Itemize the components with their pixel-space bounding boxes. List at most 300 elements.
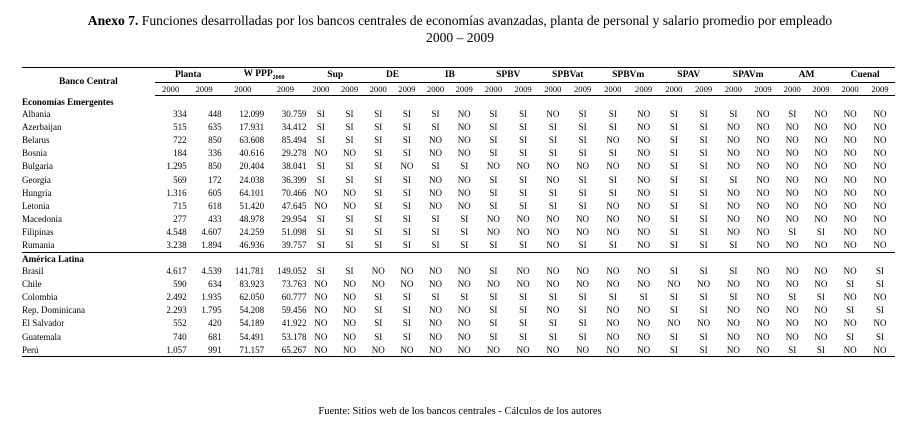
- header-year: 2009: [335, 83, 364, 96]
- function-flag-cell: SI: [374, 240, 383, 251]
- numeric-cell: 71.157: [222, 343, 264, 357]
- function-flag-cell: NO: [726, 214, 740, 225]
- function-flag-cell: NO: [546, 227, 560, 238]
- numeric-cell: 334: [173, 108, 187, 119]
- function-flag-cell: NO: [756, 227, 770, 238]
- function-flag-cell: SI: [578, 292, 587, 303]
- function-flag-cell: NO: [843, 174, 857, 185]
- function-flag-cell: NO: [785, 265, 799, 276]
- function-flag-cell: NO: [457, 187, 471, 198]
- function-flag-cell: NO: [637, 200, 651, 211]
- function-flag-cell: SI: [816, 292, 825, 303]
- function-flag-cell: NO: [576, 278, 590, 289]
- function-flag-cell: NO: [637, 240, 651, 251]
- function-flag-cell: SI: [519, 200, 528, 211]
- function-flag-cell: SI: [402, 331, 411, 342]
- header-year: 2000: [222, 83, 264, 96]
- function-flag-cell: SI: [374, 161, 383, 172]
- function-flag-cell: NO: [756, 134, 770, 145]
- function-flag-cell: SI: [729, 240, 738, 251]
- function-flag-cell: NO: [546, 214, 560, 225]
- header-group-label: SPAV: [677, 70, 701, 80]
- function-flag-cell: SI: [699, 265, 708, 276]
- function-flag-cell: SI: [608, 240, 617, 251]
- table-row: [22, 160, 895, 173]
- bank-country-cell: Perú: [22, 343, 155, 357]
- function-flag-cell: SI: [578, 200, 587, 211]
- function-flag-cell: NO: [843, 187, 857, 198]
- function-flag-cell: SI: [548, 134, 557, 145]
- function-flag-cell: SI: [548, 187, 557, 198]
- function-flag-cell: SI: [548, 292, 557, 303]
- function-flag-cell: SI: [374, 292, 383, 303]
- function-flag-cell: NO: [726, 134, 740, 145]
- function-flag-cell: SI: [669, 108, 678, 119]
- function-flag-cell: NO: [756, 148, 770, 159]
- function-flag-cell: NO: [637, 305, 651, 316]
- function-flag-cell: NO: [843, 161, 857, 172]
- table-row: [22, 213, 895, 226]
- numeric-cell: 70.466: [281, 187, 307, 198]
- numeric-cell: 1.894: [201, 240, 222, 251]
- table-row: [22, 199, 895, 212]
- function-flag-cell: SI: [489, 200, 498, 211]
- function-flag-cell: NO: [546, 265, 560, 276]
- numeric-cell: 64.101: [239, 187, 265, 198]
- table-row: [22, 107, 895, 120]
- function-flag-cell: NO: [697, 318, 711, 329]
- function-flag-cell: SI: [669, 305, 678, 316]
- header-group-label: SPAVm: [732, 70, 764, 80]
- function-flag-cell: SI: [402, 121, 411, 132]
- header-year: 2000: [155, 83, 187, 96]
- function-flag-cell: NO: [314, 278, 328, 289]
- function-flag-cell: NO: [785, 134, 799, 145]
- function-flag-cell: NO: [873, 318, 887, 329]
- function-flag-cell: SI: [374, 318, 383, 329]
- function-flag-cell: NO: [748, 343, 778, 357]
- function-flag-cell: NO: [873, 134, 887, 145]
- function-flag-cell: NO: [400, 278, 414, 289]
- header-group-spbvm: [597, 68, 659, 83]
- table-row: [22, 277, 895, 290]
- numeric-cell: 277: [173, 214, 187, 225]
- function-flag-cell: SI: [807, 343, 836, 357]
- function-flag-cell: NO: [606, 318, 620, 329]
- function-flag-cell: NO: [843, 214, 857, 225]
- function-flag-cell: SI: [460, 214, 469, 225]
- header-year: 2000: [718, 83, 748, 96]
- function-flag-cell: NO: [343, 292, 357, 303]
- function-flag-cell: SI: [489, 121, 498, 132]
- function-flag-cell: SI: [699, 108, 708, 119]
- table-row: [22, 147, 895, 160]
- function-flag-cell: NO: [785, 214, 799, 225]
- header-group-label: AM: [798, 70, 815, 80]
- function-flag-cell: SI: [699, 227, 708, 238]
- header-year: 2009: [865, 83, 895, 96]
- function-flag-cell: SI: [374, 305, 383, 316]
- function-flag-cell: SI: [489, 174, 498, 185]
- numeric-cell: 1.795: [201, 305, 222, 316]
- function-flag-cell: NO: [785, 200, 799, 211]
- function-flag-cell: NO: [606, 265, 620, 276]
- function-flag-cell: NO: [568, 343, 598, 357]
- function-flag-cell: SI: [699, 148, 708, 159]
- function-flag-cell: NO: [628, 343, 659, 357]
- function-flag-cell: SI: [669, 187, 678, 198]
- function-flag-cell: NO: [843, 148, 857, 159]
- header-year: 2000: [778, 83, 807, 96]
- function-flag-cell: SI: [669, 240, 678, 251]
- function-flag-cell: NO: [726, 121, 740, 132]
- function-flag-cell: SI: [489, 240, 498, 251]
- function-flag-cell: NO: [314, 187, 328, 198]
- numeric-cell: 1.316: [166, 187, 187, 198]
- function-flag-cell: SI: [316, 134, 325, 145]
- bank-country-cell: Chile: [22, 278, 42, 289]
- function-flag-cell: SI: [431, 121, 440, 132]
- function-flag-cell: NO: [726, 187, 740, 198]
- numeric-cell: 336: [208, 148, 222, 159]
- function-flag-cell: NO: [429, 278, 443, 289]
- function-flag-cell: NO: [546, 305, 560, 316]
- numeric-cell: 634: [208, 278, 222, 289]
- function-flag-cell: NO: [637, 265, 651, 276]
- header-year: 2009: [450, 83, 479, 96]
- function-flag-cell: NO: [576, 265, 590, 276]
- function-flag-cell: NO: [343, 305, 357, 316]
- numeric-cell: 605: [208, 187, 222, 198]
- function-flag-cell: NO: [637, 318, 651, 329]
- function-flag-cell: NO: [814, 108, 828, 119]
- table-row: [22, 173, 895, 186]
- bank-country-cell: Bulgaria: [22, 161, 53, 172]
- function-flag-cell: SI: [578, 108, 587, 119]
- header-group-label: SPBVat: [552, 70, 584, 80]
- numeric-cell: 515: [173, 121, 187, 132]
- function-flag-cell: NO: [457, 148, 471, 159]
- numeric-cell: 141.781: [234, 265, 265, 276]
- function-flag-cell: NO: [429, 187, 443, 198]
- function-flag-cell: SI: [374, 227, 383, 238]
- bank-country-cell: Bosnia: [22, 148, 48, 159]
- function-flag-cell: NO: [606, 161, 620, 172]
- function-flag-cell: SI: [608, 148, 617, 159]
- function-flag-cell: NO: [785, 161, 799, 172]
- function-flag-cell: NO: [516, 265, 530, 276]
- function-flag-cell: SI: [316, 121, 325, 132]
- numeric-cell: 60.777: [281, 292, 307, 303]
- header-group-spavm: [718, 68, 777, 83]
- function-flag-cell: NO: [843, 227, 857, 238]
- numeric-cell: 3.238: [166, 240, 187, 251]
- function-flag-cell: SI: [788, 227, 797, 238]
- function-flag-cell: NO: [756, 214, 770, 225]
- function-flag-cell: SI: [548, 331, 557, 342]
- function-flag-cell: NO: [814, 318, 828, 329]
- numeric-cell: 1.935: [201, 292, 222, 303]
- bank-country-cell: Colombia: [22, 292, 58, 303]
- function-flag-cell: NO: [667, 318, 681, 329]
- function-flag-cell: NO: [814, 214, 828, 225]
- header-year: 2000: [597, 83, 628, 96]
- function-flag-cell: NO: [756, 318, 770, 329]
- function-flag-cell: NO: [756, 121, 770, 132]
- function-flag-cell: NO: [486, 214, 500, 225]
- function-flag-cell: SI: [699, 174, 708, 185]
- function-flag-cell: NO: [371, 278, 385, 289]
- function-flag-cell: NO: [457, 305, 471, 316]
- function-flag-cell: SI: [699, 331, 708, 342]
- function-flag-cell: NO: [814, 265, 828, 276]
- function-flag-cell: SI: [489, 148, 498, 159]
- function-flag-cell: NO: [314, 331, 328, 342]
- function-flag-cell: NO: [486, 278, 500, 289]
- function-flag-cell: NO: [814, 200, 828, 211]
- bank-country-cell: Rep. Dominicana: [22, 305, 85, 316]
- function-flag-cell: NO: [486, 227, 500, 238]
- function-flag-cell: NO: [726, 148, 740, 159]
- numeric-cell: 51.420: [239, 200, 265, 211]
- header-year: 2009: [568, 83, 598, 96]
- function-flag-cell: NO: [429, 148, 443, 159]
- numeric-cell: 12.099: [239, 108, 265, 119]
- function-flag-cell: SI: [345, 227, 354, 238]
- function-flag-cell: SI: [402, 305, 411, 316]
- header-group-spbvat: [538, 68, 597, 83]
- function-flag-cell: NO: [516, 278, 530, 289]
- function-flag-cell: SI: [460, 227, 469, 238]
- function-flag-cell: SI: [639, 292, 648, 303]
- function-flag-cell: SI: [669, 227, 678, 238]
- numeric-cell: 149.052: [277, 265, 307, 276]
- function-flag-cell: SI: [519, 134, 528, 145]
- function-flag-cell: NO: [516, 214, 530, 225]
- function-flag-cell: NO: [429, 305, 443, 316]
- function-flag-cell: NO: [873, 108, 887, 119]
- function-flag-cell: SI: [669, 265, 678, 276]
- function-flag-cell: NO: [516, 161, 530, 172]
- table-row: [22, 133, 895, 146]
- function-flag-cell: NO: [843, 292, 857, 303]
- section-header-row: [22, 253, 895, 265]
- function-flag-cell: NO: [606, 305, 620, 316]
- function-flag-cell: NO: [756, 161, 770, 172]
- function-flag-cell: NO: [873, 187, 887, 198]
- numeric-cell: 17.931: [239, 121, 265, 132]
- function-flag-cell: NO: [843, 108, 857, 119]
- function-flag-cell: NO: [814, 305, 828, 316]
- function-flag-cell: NO: [814, 278, 828, 289]
- function-flag-cell: SI: [460, 292, 469, 303]
- function-flag-cell: NO: [457, 265, 471, 276]
- function-flag-cell: SI: [519, 331, 528, 342]
- function-flag-cell: NO: [873, 227, 887, 238]
- function-flag-cell: SI: [489, 305, 498, 316]
- function-flag-cell: NO: [637, 148, 651, 159]
- bank-country-cell: Hungría: [22, 187, 52, 198]
- function-flag-cell: NO: [343, 331, 357, 342]
- function-flag-cell: NO: [726, 305, 740, 316]
- function-flag-cell: NO: [343, 318, 357, 329]
- function-flag-cell: SI: [402, 187, 411, 198]
- function-flag-cell: SI: [608, 121, 617, 132]
- function-flag-cell: SI: [345, 265, 354, 276]
- function-flag-cell: NO: [785, 278, 799, 289]
- table-row: [22, 290, 895, 303]
- function-flag-cell: NO: [429, 174, 443, 185]
- header-year: 2009: [264, 83, 306, 96]
- numeric-cell: 40.616: [239, 148, 265, 159]
- function-flag-cell: SI: [519, 318, 528, 329]
- function-flag-cell: NO: [756, 305, 770, 316]
- function-flag-cell: SI: [374, 331, 383, 342]
- numeric-cell: 2.492: [166, 292, 187, 303]
- function-flag-cell: SI: [489, 318, 498, 329]
- function-flag-cell: NO: [479, 343, 509, 357]
- numeric-cell: 54.491: [239, 331, 265, 342]
- function-flag-cell: NO: [637, 108, 651, 119]
- numeric-cell: 618: [208, 200, 222, 211]
- numeric-cell: 850: [208, 161, 222, 172]
- function-flag-cell: SI: [816, 227, 825, 238]
- function-flag-cell: NO: [785, 240, 799, 251]
- function-flag-cell: SI: [669, 174, 678, 185]
- header-year: 2000: [307, 83, 336, 96]
- numeric-cell: 24.038: [239, 174, 265, 185]
- function-flag-cell: SI: [374, 200, 383, 211]
- numeric-cell: 2.293: [166, 305, 187, 316]
- function-flag-cell: SI: [345, 121, 354, 132]
- function-flag-cell: SI: [578, 187, 587, 198]
- bank-country-cell: Belarus: [22, 134, 50, 145]
- title-period: 2000 – 2009: [426, 30, 494, 45]
- function-flag-cell: NO: [785, 174, 799, 185]
- function-flag-cell: SI: [846, 278, 855, 289]
- function-flag-cell: NO: [756, 278, 770, 289]
- function-flag-cell: NO: [835, 343, 865, 357]
- function-flag-cell: NO: [457, 331, 471, 342]
- function-flag-cell: NO: [576, 227, 590, 238]
- table-row: [22, 304, 895, 317]
- function-flag-cell: NO: [457, 174, 471, 185]
- function-flag-cell: NO: [785, 121, 799, 132]
- function-flag-cell: NO: [429, 200, 443, 211]
- function-flag-cell: SI: [431, 214, 440, 225]
- bank-country-cell: Albania: [22, 108, 51, 119]
- function-flag-cell: SI: [402, 174, 411, 185]
- numeric-cell: 635: [208, 121, 222, 132]
- function-flag-cell: SI: [431, 161, 440, 172]
- function-flag-cell: SI: [345, 174, 354, 185]
- numeric-cell: 172: [208, 174, 222, 185]
- function-flag-cell: NO: [756, 187, 770, 198]
- function-flag-cell: SI: [669, 292, 678, 303]
- function-flag-cell: SI: [316, 214, 325, 225]
- function-flag-cell: SI: [402, 240, 411, 251]
- numeric-cell: 433: [208, 214, 222, 225]
- header-year: 2009: [393, 83, 422, 96]
- numeric-cell: 30.759: [281, 108, 307, 119]
- function-flag-cell: NO: [637, 134, 651, 145]
- header-row-groups: [22, 68, 895, 83]
- function-flag-cell: SI: [374, 121, 383, 132]
- function-flag-cell: SI: [316, 108, 325, 119]
- function-flag-cell: NO: [637, 214, 651, 225]
- function-flag-cell: SI: [875, 305, 884, 316]
- numeric-cell: 4.617: [166, 265, 187, 276]
- function-flag-cell: NO: [457, 108, 471, 119]
- function-flag-cell: SI: [788, 292, 797, 303]
- header-year: 2000: [421, 83, 450, 96]
- function-flag-cell: NO: [457, 278, 471, 289]
- function-flag-cell: NO: [343, 200, 357, 211]
- function-flag-cell: NO: [421, 343, 450, 357]
- function-flag-cell: NO: [400, 161, 414, 172]
- numeric-cell: 722: [173, 134, 187, 145]
- function-flag-cell: SI: [519, 292, 528, 303]
- function-flag-cell: SI: [669, 214, 678, 225]
- function-flag-cell: NO: [457, 200, 471, 211]
- function-flag-cell: SI: [689, 343, 719, 357]
- function-flag-cell: SI: [345, 134, 354, 145]
- numeric-cell: 29.954: [281, 214, 307, 225]
- header-group-sup: [307, 68, 364, 83]
- function-flag-cell: NO: [873, 161, 887, 172]
- function-flag-cell: SI: [699, 240, 708, 251]
- function-flag-cell: NO: [637, 187, 651, 198]
- function-flag-cell: SI: [729, 265, 738, 276]
- function-flag-cell: SI: [374, 108, 383, 119]
- function-flag-cell: NO: [843, 265, 857, 276]
- function-flag-cell: NO: [873, 148, 887, 159]
- function-flag-cell: SI: [699, 292, 708, 303]
- function-flag-cell: NO: [546, 108, 560, 119]
- function-flag-cell: SI: [345, 161, 354, 172]
- section-header-row: [22, 96, 895, 108]
- function-flag-cell: SI: [578, 121, 587, 132]
- function-flag-cell: NO: [726, 331, 740, 342]
- table-row: [22, 226, 895, 239]
- function-flag-cell: NO: [785, 187, 799, 198]
- numeric-cell: 29.278: [281, 148, 307, 159]
- numeric-cell: 59.456: [281, 305, 307, 316]
- numeric-cell: 681: [208, 331, 222, 342]
- function-flag-cell: SI: [699, 161, 708, 172]
- function-flag-cell: NO: [814, 187, 828, 198]
- header-group-spbv: [479, 68, 538, 83]
- function-flag-cell: NO: [364, 343, 393, 357]
- numeric-cell: 4.548: [166, 227, 187, 238]
- function-flag-cell: SI: [402, 292, 411, 303]
- header-group-label: Cuenal: [850, 70, 880, 80]
- function-flag-cell: NO: [718, 343, 748, 357]
- function-flag-cell: SI: [548, 318, 557, 329]
- header-group-planta: [155, 68, 222, 83]
- function-flag-cell: NO: [756, 174, 770, 185]
- function-flag-cell: SI: [489, 292, 498, 303]
- function-flag-cell: NO: [843, 121, 857, 132]
- function-flag-cell: NO: [785, 148, 799, 159]
- table-row: [22, 186, 895, 199]
- function-flag-cell: SI: [699, 121, 708, 132]
- function-flag-cell: NO: [814, 161, 828, 172]
- function-flag-cell: SI: [608, 108, 617, 119]
- numeric-cell: 850: [208, 134, 222, 145]
- function-flag-cell: NO: [637, 278, 651, 289]
- numeric-cell: 24.259: [239, 227, 265, 238]
